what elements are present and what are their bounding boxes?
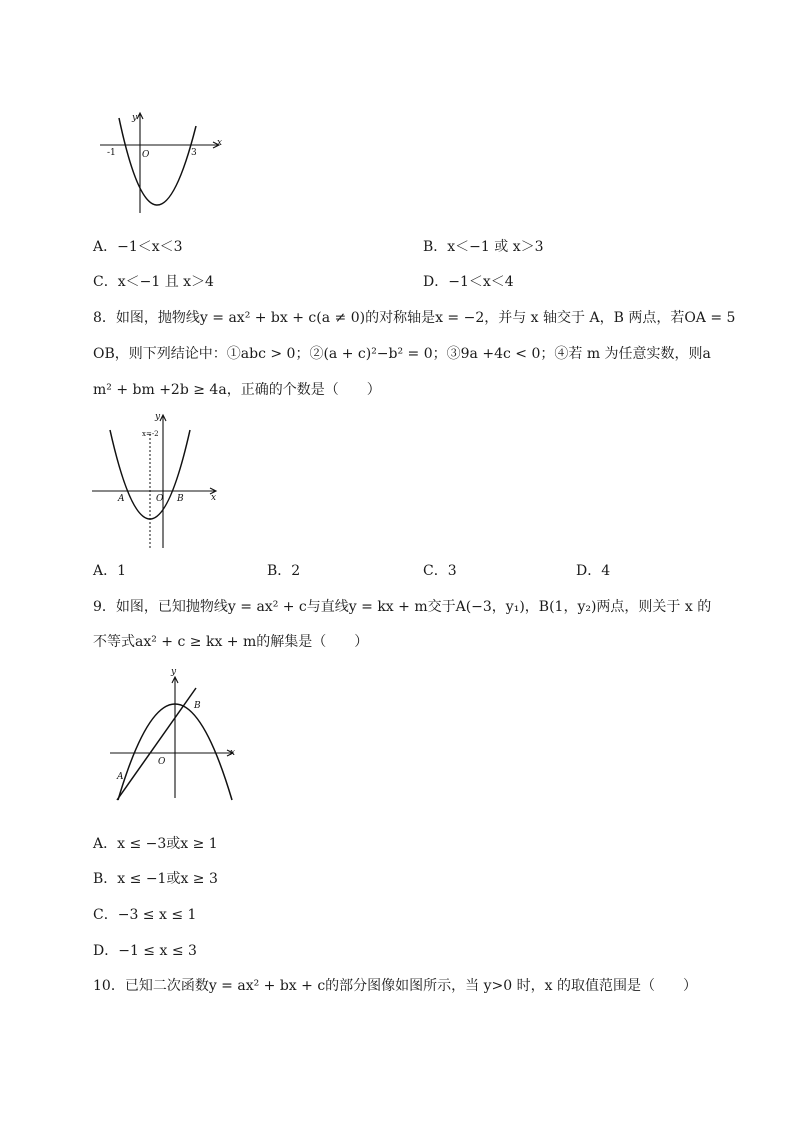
q7-option-c[interactable]: C．x＜−1 且 x＞4 (93, 274, 214, 290)
q9-stem-line1: 9．如图，已知抛物线y = ax² + c与直线y = kx + m交于A(−3，y₁)，B(1，y₂)两点，则关于 x 的 (93, 599, 712, 615)
y-axis-label: y (132, 113, 138, 123)
x-axis-label: x (217, 138, 223, 148)
figure-parabola-q7 (100, 108, 230, 218)
q9-option-c[interactable]: C．−3 ≤ x ≤ 1 (93, 907, 197, 923)
origin-label: O (142, 150, 150, 160)
origin-label: O (158, 757, 166, 767)
q10-stem-line1: 10．已知二次函数y = ax² + bx + c的部分图像如图所示，当 y>0 时，x 的取值范围是（ ） (93, 978, 697, 994)
x-axis-label: x (211, 493, 217, 503)
figure-parabola-line-q9 (108, 660, 248, 805)
tick-3: 3 (191, 148, 197, 158)
q8-stem-line3: m² + bm +2b ≥ 4a，正确的个数是（ ） (93, 382, 381, 398)
q8-stem-line1: 8．如图，抛物线y = ax² + bx + c(a ≠ 0)的对称轴是x = −2，并与 x 轴交于 A，B 两点，若OA = 5 (93, 310, 736, 326)
point-a-label: A (117, 772, 124, 782)
q9-option-b[interactable]: B．x ≤ −1或x ≥ 3 (93, 871, 218, 887)
origin-label: O (156, 494, 164, 504)
symmetry-axis-label: x=-2 (142, 430, 159, 438)
straight-line (117, 688, 196, 800)
q7-option-d[interactable]: D．−1＜x＜4 (423, 274, 514, 290)
q8-option-b[interactable]: B．2 (267, 563, 301, 579)
q7-option-b[interactable]: B．x＜−1 或 x＞3 (423, 239, 544, 255)
q8-option-a[interactable]: A．1 (93, 563, 127, 579)
q8-stem-line2: OB，则下列结论中：①abc > 0；②(a + c)²−b² = 0；③9a +4c < 0；④若 m 为任意实数，则a (93, 346, 711, 362)
parabola-curve (119, 118, 196, 205)
figure-parabola-q8 (92, 408, 222, 553)
tick-neg1: -1 (107, 148, 116, 158)
point-b-label: B (177, 494, 184, 504)
q8-option-c[interactable]: C．3 (423, 563, 457, 579)
y-axis-label: y (171, 667, 177, 677)
q8-option-d[interactable]: D．4 (576, 563, 611, 579)
q7-option-a[interactable]: A．−1＜x＜3 (93, 239, 183, 255)
point-b-label: B (194, 701, 201, 711)
y-axis-label: y (155, 412, 161, 422)
q9-option-d[interactable]: D．−1 ≤ x ≤ 3 (93, 943, 197, 959)
q9-option-a[interactable]: A．x ≤ −3或x ≥ 1 (93, 836, 218, 852)
x-axis-label: x (230, 748, 236, 758)
point-a-label: A (118, 494, 125, 504)
q9-stem-line2: 不等式ax² + c ≥ kx + m的解集是（ ） (93, 634, 369, 650)
